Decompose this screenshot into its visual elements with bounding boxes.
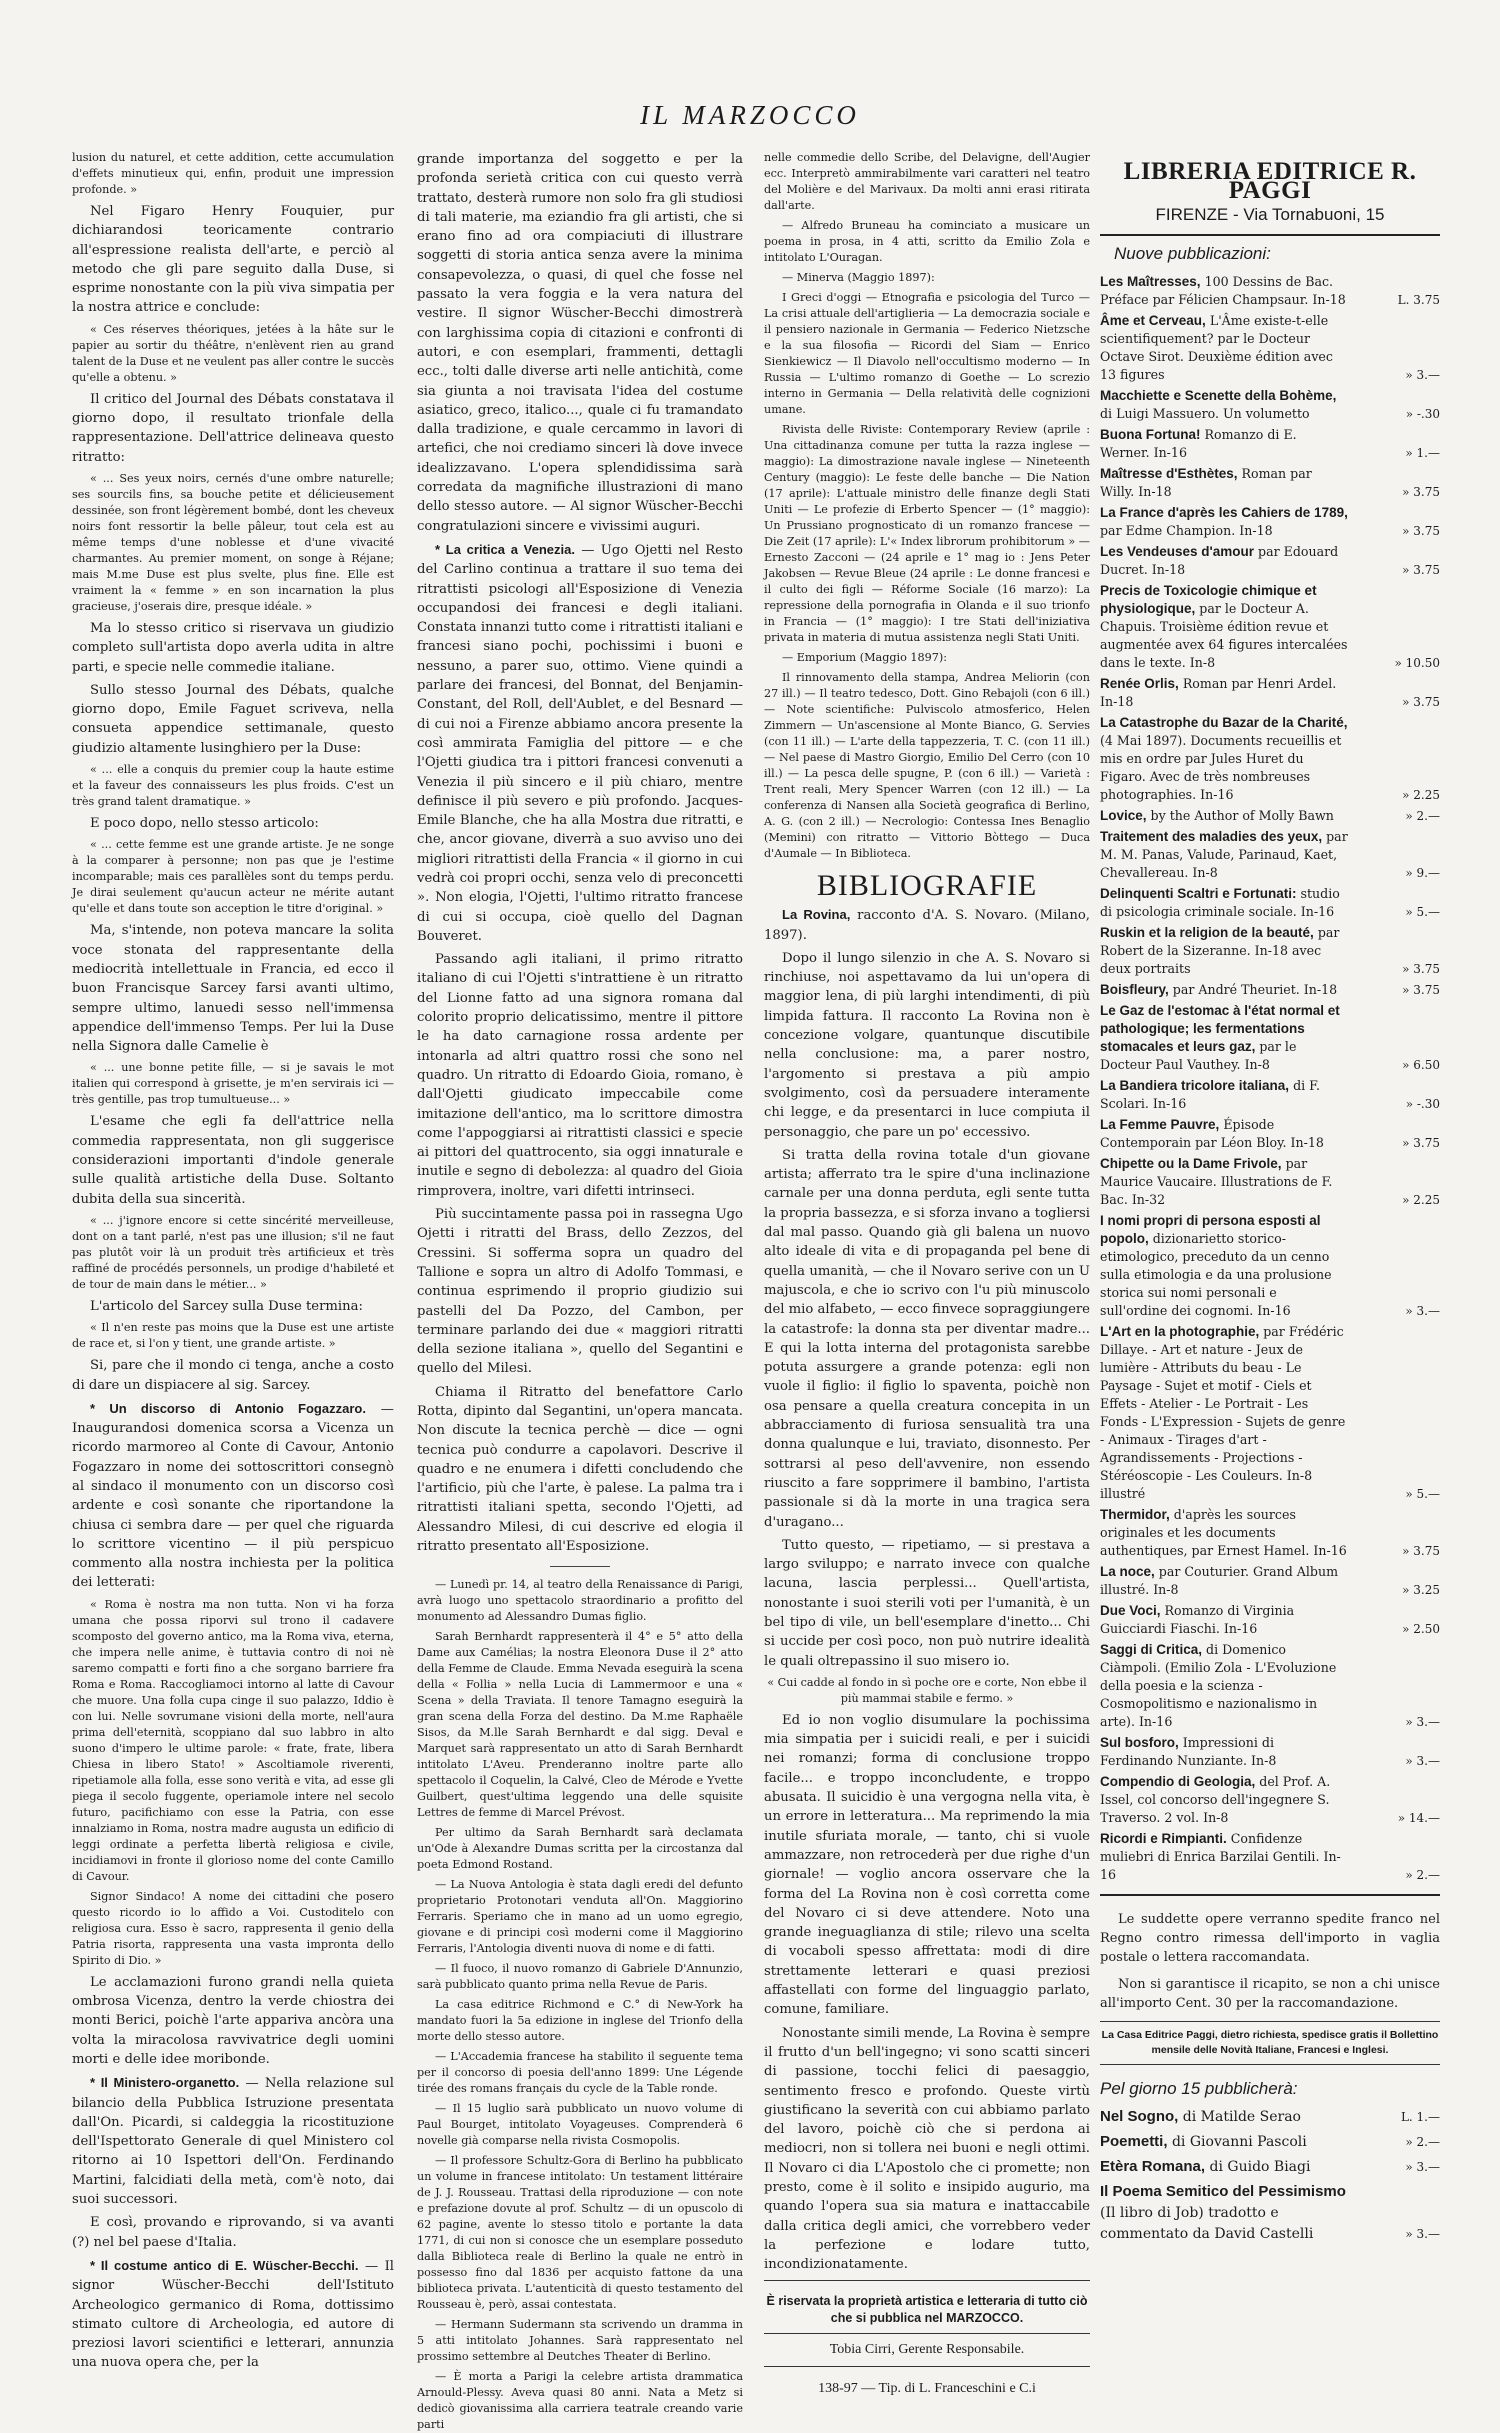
book-title: Renée Orlis, [1100, 676, 1179, 692]
copyright-notice: È riservata la proprietà artistica e letteraria di tutto ciò che si pubblica nel MARZOCCO. [766, 2294, 1088, 2326]
paragraph: Ma, s'intende, non poteva mancare la solita voce stonata del rappresentante della mediocrità intellettuale in Francia, ed ecco il buon Francisque Sarcey farsi avanti ultimo, sempre ultimo, lanuedi sesso nell'immensa appendice dell'immenso Temps. Per lui la Duse nella Signora dalle Camelie è [72, 923, 394, 1055]
paragraph: L'esame che egli fa dell'attrice nella commedia rappresentata, non gli suggerisce considerazioni importanti d'indole generale sulle qualità artistiche della Duse. Soltanto dubita della sua sincerità. [72, 1114, 394, 1207]
book-title: Il Poema Semitico del Pessimismo [1100, 2183, 1346, 2201]
book-entry [1100, 1602, 1440, 1638]
book-price: » 14.— [1397, 1811, 1440, 1826]
book-entry [1100, 1155, 1440, 1209]
book-price: » 9.— [1405, 866, 1440, 881]
book-description: Romanzo di E. Werner. In-16 [1100, 427, 1297, 461]
book-price: » 3.75 [1402, 962, 1440, 977]
book-price: » 10.50 [1394, 656, 1440, 671]
book-entry [1100, 2106, 1440, 2128]
divider [1100, 2064, 1440, 2065]
news-item: — Emporium (Maggio 1897): [782, 651, 947, 664]
book-title: Macchiette e Scenette della Bohème, [1100, 388, 1337, 404]
book-entry [1100, 2156, 1440, 2178]
divider [1100, 234, 1440, 236]
book-price: » 2.— [1405, 2135, 1440, 2150]
book-entry [1100, 1506, 1440, 1560]
book-price: » 3.75 [1402, 983, 1440, 998]
book-entry [1100, 1773, 1440, 1827]
book-entry [1100, 1212, 1440, 1320]
paragraph: Dopo il lungo silenzio in che A. S. Novaro si rinchiuse, noi aspettavamo da lui un'opera di maggior lena, di più larghi intendimenti, di più limpida fattura. Il racconto La Rovina non è concezione volgare, quantunque discutibile nella conclusione: ma, a parer nostro, l'argomento si prestava a più ampio svolgimento, così da persuadere interamente chi legge, e da presentarci in luce compiuta il personaggio, che pare un po' eccessivo. [764, 950, 1090, 1140]
book-price: » 6.50 [1402, 1058, 1440, 1073]
paragraph-text: — Il signor Wüscher-Becchi dell'Istituto Archeologico germanico di Roma, dottissimo stimato cultore di Archeologia, ed autore di preziosi lavori scientifici e letterari, annunzia una nuova opera che, per la [72, 2258, 394, 2371]
book-title: Maîtresse d'Esthètes, [1100, 466, 1238, 482]
news-item: Rivista delle Riviste: Contemporary Review (aprile : Una cittadinanza comune per tutta la razza inglese — maggio): La dimostrazione navale inglese — Nineteenth Century (maggio): Le feste delle banche — Die Nation (17 aprile): L'attuale ministro delle finanze degli Stati Uniti — Le profezie di Erberto Spencer — (1° maggio): Un Prussiano prognosticato di un romanzo francese — Die Zeit (17 aprile): L'« Index librorum prohibitorum » — Ernesto Zacconi — (24 aprile e 1° mag io : Jens Peter Jakobsen — Revue Bleue (24 aprile : Le donne francesi e il culto dei figli — Réforme Sociale (16 marzo): La repressione della pornografia in Olanda e il suo trionfo in Francia — (1° maggio): I tre Stati dell'iniziativa privata in materia di mutua assistenza negli Stati Uniti. [764, 423, 1090, 644]
news-item: — Il professore Schultz-Gora di Berlino ha pubblicato un volume in francese intitolato: Un testament littéraire de J. J. Rousseau. Trattasi della riproduzione — con note e prefazione dovute al prof. Schultz — di un opuscolo di 62 pagine, avente lo stesso titolo e portante la data 1771, di cui non si conosce che un esemplare posseduto dalla Biblioteca reale di Berlino la quale ne entrò in possesso fino dal 1836 per acquisto fattone da una biblioteca privata. L'autenticità di questo testamento del Rousseau è, però, assai contestata. [417, 2154, 743, 2312]
book-entry [1100, 1641, 1440, 1731]
quote-paragraph: Signor Sindaco! A nome dei cittadini che posero questo ricordo io lo affido a Voi. Custoditelo con religiosa cura. Esso è sacro, rappresenta il genio della Patria risorta, rappresenta una vasta impronta dello Spirito di Dio. » [72, 1889, 394, 1967]
news-item: La casa editrice Richmond e C.° di New-York ha mandato fuori la 5a edizione in inglese del Trionfo della morte dello stesso autore. [417, 1998, 743, 2044]
news-item: I Greci d'oggi — Etnografia e psicologia del Turco — La crisi attuale dell'artiglieria — La democrazia sociale e il pensiero nazionale in Germania — Federico Nietzsche e la sua filosofia — Ricordi del Siam — Enrico Sienkiewicz — Il Diavolo nell'occultismo moderno — In Russia — L'ultimo romanzo di Goethe — Lo screzio interno in Germania — Della relatività delle cognizioni umane. [764, 291, 1090, 416]
paragraph: E poco dopo, nello stesso articolo: [90, 816, 319, 832]
paragraph-text: — Nella relazione sul bilancio della Pubblica Istruzione presentata dall'On. Picardi, si caldeggia la ricostituzione dell'Ispettorato Generale di quel Ministero col ritorno ai 10 Ispettori dell'On. Ferdinando Martini, falcidiati della metà, com'è noto, dai suoi successori. [72, 2076, 394, 2208]
masthead: IL MARZOCCO [640, 100, 860, 130]
news-item: Il rinnovamento della stampa, Andrea Meliorin (con 27 ill.) — Il teatro tedesco, Dott. Gino Rebajoli (con 6 ill.) — Note scientifiche: Pulviscolo atmosferico, Helen Zimmern — Un'ascensione al Monte Bianco, G. Servies (con 11 ill.) — L'arte della tappezzeria, T. C. (con 11 ill.) — Nel paese di Mastro Giorgio, Emilio Del Cerro (con 10 ill.) — La pesca delle spugne, P. (con 6 ill.) — Varietà : Trent reali, Mery Spencer Warren (con 12 ill.) — La conferenza di Nansen alla Società geografica di Berlino, A. G. (con 2 ill.) — Necrologio: Contessa Ines Benaglio (Memini) con ritratto — Vittorio Bòttego — Duca d'Aumale — In Biblioteca. [764, 671, 1090, 860]
bookshop-address: FIRENZE - Via Tornabuoni, 15 [1155, 204, 1385, 224]
book-description: (4 Mai 1897). Documents recueillis et mis en ordre par Jules Huret du Figaro. Avec de très nombreuses photographies. In-16 [1100, 733, 1342, 803]
book-description: par Edme Champion. In-18 [1100, 523, 1273, 539]
forthcoming-list [1100, 2106, 1440, 2245]
paragraph-text: — Inaugurandosi domenica scorsa a Vicenza un ricordo marmoreo al Conte di Cavour, Antonio Fogazzaro in nome dei sottoscrittori consegnò al sindaco il monumento con un discorso così ardente e così sonante che riportandone la chiusa ci sembra dare — per quel che riguarda lo scrittore vicentino — il più perspicuo commento alla nostra inchiesta per la politica dei letterati: [72, 1401, 394, 1591]
news-item: nelle commedie dello Scribe, del Delavigne, dell'Augier ecc. Interpretò ammirabilmente vari caratteri nel teatro del Molière e del Marivaux. Da molti anni erasi ritirata dall'arte. [764, 151, 1090, 212]
news-item: — L'Accademia francese ha stabilito il seguente tema per il concorso di poesia dell'anno 1899: Une Légende tirée des romans français du cycle de la Table ronde. [417, 2050, 743, 2096]
book-title: Boisfleury, [1100, 982, 1169, 998]
paragraph: Ma lo stesso critico si riservava un giudizio completo sull'artista dopo averla udita in altre parti, e specie nelle commedie italiane. [72, 620, 394, 675]
book-title: Sul bosforo, [1100, 1735, 1179, 1751]
paragraph: Passando agli italiani, il primo ritratto italiano di cui l'Ojetti s'intrattiene è un ritratto del Lionne fatto ad una signora romana dal colorito proprio delicatissimo, mentre il pittore le ha dato carnagione rossa ardente per intonarla ad altri quattro rossi che sono nel quadro. Un ritratto di Edoardo Gioia, romano, è dall'Ojetti giudicato impeccabile come imitazione dell'antico, ma lo scrittore dimostra come l'appoggiarsi ai ritrattisti classici e specie ai pittori del quattrocento, sia oggi innaturale e inutile e segno di debolezza: al quadro del Gioia rimprovera, inoltre, vari difetti intrinseci. [417, 952, 743, 1199]
book-title: Le Gaz de l'estomac à l'état normal et pathologique; les fermentations stomacales et leurs gaz, [1100, 1003, 1340, 1055]
paragraph: E così, provando e riprovando, si va avanti (?) nel bel paese d'Italia. [72, 2215, 394, 2250]
book-price: » 2.25 [1402, 1193, 1440, 1208]
book-title: Saggi di Critica, [1100, 1642, 1203, 1658]
book-title: Chipette ou la Dame Frivole, [1100, 1156, 1282, 1172]
book-entry [1100, 2181, 1440, 2245]
book-title: Precis de Toxicologie chimique et physiologique, [1100, 583, 1317, 617]
book-description: di Guido Biagi [1209, 2159, 1311, 2176]
book-title: Etèra Romana, [1100, 2158, 1206, 2176]
book-description: par Edouard Ducret. In-18 [1100, 544, 1339, 578]
shipping-notice: Le suddette opere verranno spedite franco nel Regno contro rimessa dell'importo in vaglia postale o lettera raccomandata. [1100, 1912, 1440, 1966]
book-description: studio di psicologia criminale sociale. In-16 [1100, 886, 1340, 920]
paragraph-text: racconto d'A. S. Novaro. (Milano, 1897). [764, 908, 1090, 943]
printer-credit: 138-97 — Tip. di L. Franceschini e C.i [818, 2380, 1036, 2396]
paragraph-text: — Ugo Ojetti nel Resto del Carlino continua a trattare il suo tema dei ritrattisti psicologi all'Esposizione di Venezia occupandosi dei francesi e degli italiani. Constata innanzi tutto come i ritrattisti italiani e francesi siano pochi, pochissimi i buoni e nessuno, a parer suo, ottimo. Viene quindi a parlare dei francesi, del Bonnat, del Benjamin-Constant, del Roll, dell'Aublet, e del Besnard — di cui noi a Firenze abbiamo ancora presente la così ammirata Famiglia del pittore — e che l'Ojetti giudica tra i pittori francesi convenuti a Venezia il più sincero e il più chiaro, mentre definisce il più severo e più profondo. Jacques-Emile Blanche, che ha alla Mostra due ritratti, e che, ancor giovane, diverrà a suo avviso uno dei migliori ritrattisti della Francia « il giorno in cui vedrà coi propri occhi, senza velo di preconcetti ». Non elogia, l'Ojetti, l'ultimo ritratto francese di cui si occupa, cioè quello del Dagnan Bouveret. [417, 542, 743, 944]
book-price: » 3.— [1405, 2160, 1440, 2175]
paragraph: Tutto questo, — ripetiamo, — si prestava a largo sviluppo; e narrato invece con qualche lacuna, lascia perplessi... Quell'artista, nonostante i suoi sterili voti per l'umanità, è un bel tipo di vile, un bell'esemplare d'inetto... Chi si uccide per così poco, non può nutrire idealità le quali oltrepassino il suo misero io. [764, 1537, 1090, 1669]
book-title: L'Art en la photographie, [1100, 1324, 1260, 1340]
book-title: Due Voci, [1100, 1603, 1161, 1619]
book-description: by the Author of Molly Bawn [1150, 808, 1334, 824]
section-heading: * Il Ministero-organetto. [90, 2075, 240, 2091]
book-description: Épisode Contemporain par Léon Bloy. In-18 [1100, 1117, 1324, 1151]
book-description: di Luigi Massuero. Un volumetto [1100, 406, 1310, 422]
book-title: La Bandiera tricolore italiana, [1100, 1078, 1290, 1094]
book-description: di Matilde Serao [1182, 2109, 1301, 2126]
book-description: (Il libro di Job) tradotto e commentato da David Castelli [1100, 2205, 1314, 2243]
divider [550, 1566, 610, 1567]
news-item: — Lunedì pr. 14, al teatro della Renaissance di Parigi, avrà luogo uno spettacolo straordinario a profitto del monumento ad Alessandro Dumas figlio. [417, 1578, 743, 1624]
book-price: » 3.— [1405, 1304, 1440, 1319]
divider [1100, 2021, 1440, 2022]
section-heading: * La critica a Venezia. [435, 541, 575, 557]
book-entry [1100, 1734, 1440, 1770]
book-price: L. 1.— [1400, 2110, 1440, 2125]
book-title: Les Vendeuses d'amour [1100, 544, 1255, 560]
news-item: — Il fuoco, il nuovo romanzo di Gabriele D'Annunzio, sarà pubblicato quanto prima nella Revue de Paris. [417, 1962, 743, 1992]
book-description: Romanzo di Virginia Guicciardi Fiaschi. In-16 [1100, 1603, 1295, 1637]
quote-paragraph: « Ces réserves théoriques, jetées à la hâte sur le papier au sortir du théâtre, n'enlèvent rien au grand talent de la Duse et ne veulent pas aller contre le succès qu'elle a obtenu. » [72, 322, 394, 384]
book-price: » 3.75 [1402, 1544, 1440, 1559]
book-price: » 3.75 [1402, 524, 1440, 539]
book-entry [1100, 981, 1440, 999]
paragraph [72, 2073, 394, 2209]
book-entry [1100, 807, 1440, 825]
book-description: di F. Scolari. In-16 [1100, 1078, 1320, 1112]
book-title: Thermidor, [1100, 1507, 1170, 1523]
book-entry [1100, 1563, 1440, 1599]
book-entry [1100, 1323, 1440, 1503]
quote-paragraph: lusion du naturel, et cette addition, cette accumulation d'effets minutieux qui, enfin, produit une impression profonde. » [72, 151, 394, 196]
book-title: La noce, [1100, 1564, 1155, 1580]
book-title: Poemetti, [1100, 2133, 1168, 2151]
book-price: » 3.75 [1402, 563, 1440, 578]
quote-paragraph: « ... Ses yeux noirs, cernés d'une ombre naturelle; ses sourcils fins, sa bouche petite et délicieusement dessinée, son front légèrement bombé, dont les cheveux noirs font ressortir la belle pâleur, tout cela est au même temps d'une noblesse et d'une vivacité charmantes. Au premier moment, on songe à Réjane; mais M.me Duse est plus svelte, plus fine. Elle est vraiment la « femme » en son incarnation la plus gracieuse, j'oserais dire, presque idéale. » [72, 471, 394, 613]
section-heading: * Un discorso di Antonio Fogazzaro. [90, 1400, 366, 1416]
paragraph: Si, pare che il mondo ci tenga, anche a costo di dare un dispiacere al sig. Sarcey. [72, 1358, 394, 1393]
book-entry [1100, 924, 1440, 978]
book-entry [1100, 675, 1440, 711]
book-title: La Femme Pauvre, [1100, 1117, 1220, 1133]
book-description: 100 Dessins de Bac. Préface par Félicien Champsaur. In-18 [1100, 274, 1346, 308]
book-price: » 3.— [1405, 2227, 1440, 2242]
book-price: » 2.— [1405, 1868, 1440, 1883]
book-price: L. 3.75 [1397, 293, 1440, 308]
paragraph [72, 2256, 394, 2373]
paragraph: Il critico del Journal des Débats constatava il giorno dopo, il resultato trionfale della rappresentazione. Dell'attrice delineava questo ritratto: [72, 391, 394, 465]
book-description: d'après les sources originales et les documents authentiques, par Ernest Hamel. In-16 [1100, 1507, 1347, 1559]
quote-paragraph: « Il n'en reste pas moins que la Duse est une artiste de race et, si l'on y tient, une grande artiste. » [72, 1321, 394, 1351]
book-description: par Maurice Vaucaire. Illustrations de F. Bac. In-32 [1100, 1156, 1333, 1208]
paragraph: Ed io non voglio disumulare la pochissima mia simpatia per i suicidi reali, e per i suicidi nei romanzi; forma di conclusione troppo facile... e troppo inconcludente, e troppo abusata. Il suicidio è una vergogna nella vita, è un errore in letteratura... Ma reprimendo la mia inutile sfuriata morale, — tanto, chi si vuole ammazzare, non retrocederà per due righe d'un giornale! — voglio ancora osservare che la forma del La Rovina non è così corretta come del Novaro ci si deve attendere. Noto una grande ineguaglianza di stile; rilevo una scelta di vocaboli spesso affrettata: modi di dire strettamente letterari e quasi preziosi affastellati con forme del linguaggio parlato, comune, familiare. [764, 1712, 1090, 2018]
book-price: » 3.— [1405, 368, 1440, 383]
news-item: — La Nuova Antologia è stata dagli eredi del defunto proprietario Protonotari venduta all'On. Maggiorino Ferraris. Speriamo che in mano ad un uomo egregio, giovane e di principi così moderni come il Maggiorino Ferraris, l'Antologia diventi nuova di nome e di fatti. [417, 1878, 743, 1956]
book-description: par Couturier. Grand Album illustré. In-8 [1100, 1564, 1339, 1598]
book-description: Confidenze muliebri di Enrica Barzilai Gentili. In-16 [1100, 1831, 1341, 1883]
book-price: » 3.75 [1402, 1136, 1440, 1151]
divider [764, 2366, 1090, 2367]
book-title: La France d'après les Cahiers de 1789, [1100, 505, 1348, 521]
book-entry [1100, 828, 1440, 882]
book-description: Roman par Willy. In-18 [1100, 466, 1312, 500]
book-entry [1100, 1077, 1440, 1113]
book-description: Roman par Henri Ardel. In-18 [1100, 676, 1337, 710]
book-title: La Rovina, [782, 907, 851, 923]
book-description: par André Theuriet. In-18 [1172, 982, 1338, 998]
book-list [1100, 273, 1440, 1884]
book-entry [1100, 504, 1440, 540]
book-description: dizionarietto storico-etimologico, preceduto da un cenno sulla etimologia e da una prolusione storica sui nomi personali e sull'ordine dei cognomi. In-16 [1100, 1231, 1332, 1319]
paragraph: Chiama il Ritratto del benefattore Carlo Rotta, dipinto dal Segantini, un'opera mancata. Non discute la tecnica perchè — dice — ogni tecnica può condurre a capolavori. Descrive il quadro e ne enumera i difetti concludendo che l'artificio, più che l'arte, è palese. La palma tra i ritrattisti italiani spetta, secondo l'Ojetti, ad Alessandro Milesi, di cui descrive ed elogia il ritratto presentato all'Esposizione. [417, 1384, 743, 1555]
editor-credit: Tobia Cirri, Gerente Responsabile. [829, 2342, 1025, 2358]
book-title: Les Maîtresses, [1100, 274, 1201, 290]
book-title: I nomi propri di persona esposti al popolo, [1100, 1213, 1321, 1247]
book-price: » 3.25 [1402, 1583, 1440, 1598]
news-item: — Alfredo Bruneau ha cominciato a musicare un poema in prosa, in 4 atti, scritto da Emilio Zola e intitolato L'Ouragan. [764, 219, 1090, 264]
book-description: Impressioni di Ferdinando Nunziante. In-8 [1100, 1735, 1277, 1769]
book-title: Ruskin et la religion de la beauté, [1100, 925, 1314, 941]
paragraph: grande importanza del soggetto e per la profonda serietà critica con cui questo verrà trattato, desterà rumore non solo fra gli studiosi di tali materie, ma eziandio fra gli artisti, che si erano fino ad ora compiaciuti di illustrare soggetti di storia antica senza avere la minima consapevolezza, o quasi, di quel che fosse nel passato la vera foggia e la vera natura del vestire. Il signor Wüscher-Becchi dimostrerà con larghissima copia di citazioni e confronti di autori, e con esemplari, frammenti, dettagli ecc., tolti dalle diverse arti nelle antichità, come sia giunta a noi travisata l'idea del costume asiatico, greco, italico..., quale ci fu tramandato dalla tradizione, e quale cercammo in lavori di artefici, che noi crediamo sinceri là dove invece idealizzavano. L'opera splendidissima sarà corredata da magnifiche illustrazioni di mano dello stesso autore. — Al signor Wüscher-Becchi congratulazioni sincere e vivissimi auguri. [417, 152, 743, 534]
paragraph [417, 540, 743, 946]
paragraph: Nel Figaro Henry Fouquier, pur dichiarandosi teoricamente contrario all'espressione realista dell'arte, e perciò al metodo che gli pare seguito dalla Duse, si esprime nonostante con la più viva simpatia per la nostra attrice e conclude: [72, 204, 394, 316]
book-title: Nel Sogno, [1100, 2108, 1179, 2126]
quote-paragraph: « ... cette femme est une grande artiste. Je ne songe à la comparer à personne; non pas que je l'estime incomparable; mais ces parallèles sont du temps perdu. Je dirai seulement qu'aucun acteur ne mérite autant qu'elle et dans toute son acception le titre d'original. » [72, 838, 394, 916]
paragraph: Le acclamazioni furono grandi nella quieta ombrosa Vicenza, dentro la verde chiostra dei monti Berici, poichè l'arte appariva ancòra una volta la miracolosa ravvivatrice degli uomini morti e delle idee moribonde. [72, 1974, 394, 2067]
bookshop-advertisement [1100, 150, 1440, 2243]
paragraph: Più succintamente passa poi in rassegna Ugo Ojetti i ritratti del Brass, dello Zezzos, del Cressini. Si sofferma sopra un quadro del Tallione e sopra un altro di Adolfo Tommasi, e continua esprimendo il proprio giudizio sui pastelli del Da Pozzo, del Cambon, per terminare parlando dei due « maggiori ritratti della sezione italiana », quello del Segantini e quello del Milesi. [417, 1207, 743, 1377]
book-price: » 2.25 [1402, 788, 1440, 803]
news-item: Sarah Bernhardt rappresenterà il 4° e 5° atto della Dame aux Camélias; la nostra Eleonora Duse il 2° atto della Femme de Claude. Emma Nevada eseguirà la scena della « Follia » nella Lucia di Lammermoor e una « Scena » della Traviata. Il tenore Tamagno eseguirà la gran scena della Forza del destino. Da M.me Raphaële Sisos, da M.lle Sarah Bernhardt e dal sigg. Deval e Marquet sarà rappresentato un atto di Sarah Bernhardt intitolato L'Aveu. Prenderanno inoltre parte allo spettacolo il Coquelin, la Calvé, Cleo de Mérode e Yvette Guilbert, quest'ultima leggendo una delle squisite Lettres de femme di Marcel Prévost. [417, 1630, 743, 1820]
forthcoming-title: Pel giorno 15 pubblicherà: [1100, 2079, 1298, 2099]
book-entry [1100, 312, 1440, 384]
divider [764, 2280, 1090, 2281]
section-heading: * Il costume antico di E. Wüscher-Becchi. [90, 2257, 359, 2273]
book-entry [1100, 2131, 1440, 2153]
book-price: » 3.75 [1402, 485, 1440, 500]
book-entry [1100, 1830, 1440, 1884]
shipping-notice: Non si garantisce il ricapito, se non a chi unisce all'importo Cent. 30 per la raccomandazione. [1100, 1977, 1440, 2012]
book-entry [1100, 885, 1440, 921]
paragraph: Sullo stesso Journal des Débats, qualche giorno dopo, Emile Faguet scriveva, nella consueta appendice settimanale, questo giudizio altamente lusinghiero per la Duse: [72, 682, 394, 756]
book-price: » 5.— [1405, 905, 1440, 920]
book-entry [1100, 387, 1440, 423]
book-entry [1100, 1116, 1440, 1152]
book-title: Traitement des maladies des yeux, [1100, 829, 1323, 845]
quote-paragraph: « ... elle a conquis du premier coup la haute estime et la faveur des connaisseurs les plus froids. C'est un très grand talent dramatique. » [72, 763, 394, 809]
section-title: Nuove pubblicazioni: [1114, 243, 1271, 263]
book-entry [1100, 465, 1440, 501]
book-description: del Prof. A. Issel, col concorso dell'ingegnere S. Traverso. 2 vol. In-8 [1100, 1774, 1331, 1826]
book-title: Lovice, [1100, 808, 1147, 824]
book-entry [1100, 426, 1440, 462]
column-1 [72, 150, 394, 2371]
book-entry [1100, 543, 1440, 579]
book-price: » 3.75 [1402, 695, 1440, 710]
bookshop-title: LIBRERIA EDITRICE R. PAGGI [1123, 158, 1417, 205]
quote-paragraph: « ... une bonne petite fille, — si je savais le mot italien qui correspond à grisette, je m'en servirais ici — très gentille, pas trop tumultueuse... » [72, 1061, 394, 1107]
divider [764, 2333, 1090, 2334]
news-item: — Minerva (Maggio 1897): [782, 271, 935, 284]
book-description: L'Âme existe-t-elle scientifiquement? par le Docteur Octave Sirot. Deuxième édition avec 13 figures [1100, 313, 1333, 383]
book-price: » -.30 [1405, 407, 1440, 422]
book-title: Ricordi e Rimpianti. [1100, 1831, 1227, 1847]
verse-quote: « Cui cadde al fondo in sì poche ore e corte, Non ebbe il più mammai stabile e fermo. » [767, 1675, 1087, 1705]
book-description: di Giovanni Pascoli [1171, 2134, 1307, 2151]
book-title: La Catastrophe du Bazar de la Charité, [1100, 715, 1348, 731]
book-entry [1100, 273, 1440, 309]
paragraph: Nonostante simili mende, La Rovina è sempre il frutto d'un bell'ingegno; vi sono scatti sinceri di passione, tocchi felici di paesaggio, sentimento fresco e profondo. Queste virtù giustificano la severità con cui abbiamo parlato del lavoro, poichè ciò che si perdona ai mediocri, non si tollera nei buoni e negli ottimi. Il Novaro ci dia L'Apostolo che ci promette; non presto, come è il solito e insipido augurio, ma quando l'opera sua sia matura e inattaccabile dalla critica degli amici, che vorrebbero veder la perfezione e lodare tutto, incondizionatamente. [764, 2025, 1090, 2273]
book-entry [1100, 714, 1440, 804]
bibliography-heading: BIBLIOGRAFIE [816, 869, 1038, 902]
book-description: par M. M. Panas, Valude, Parinaud, Kaet, Chevallereau. In-8 [1100, 829, 1348, 881]
book-description: par le Docteur A. Chapuis. Troisième édition revue et augmentée avex 64 figures intercalées dans le texte. In-8 [1100, 601, 1348, 671]
book-title: Buona Fortuna! [1100, 427, 1201, 443]
book-title: Âme et Cerveau, [1100, 313, 1206, 329]
book-price: » 1.— [1405, 446, 1440, 461]
column-2 [417, 150, 743, 2432]
paragraph [72, 1399, 394, 1593]
book-description: par le Docteur Paul Vauthey. In-8 [1100, 1039, 1297, 1073]
book-entry [1100, 582, 1440, 672]
news-item: Per ultimo da Sarah Bernhardt sarà declamata un'Ode à Alexandre Dumas scritta per la circostanza dal poeta Edmond Rostand. [417, 1826, 743, 1872]
divider [1100, 1894, 1440, 1896]
book-price: » 3.— [1405, 1754, 1440, 1769]
book-price: » 2.— [1405, 809, 1440, 824]
book-title: Delinquenti Scaltri e Fortunati: [1100, 886, 1297, 902]
paragraph: Si tratta della rovina totale d'un giovane artista; afferrato tra le spire d'una inclinazione carnale per una donna perduta, egli sente tutta la propria bassezza, e si sforza invano a togliersi dal mal passo. Quando già gli balena un nuovo alto ideale di vita e di propaganda pel bene di quella umanità, — che il Novaro serive con un U majuscola, e che io scrivo con l'u più minuscolo del mio alfabeto, — ecco finvece sopraggiungere la catastrofe: la donna sta per diventar madre... E qui la lotta interna del protagonista sarebbe potuta assurgere a grande potenza: egli non vuole il figlio: il figlio lo spaventa, poichè non osa pensare a quella creatura concepita in un abbracciamento di furiosa sensualità tra una donna qualunque e lui, traviato, disonnesto. Per sottrarsi al peso dell'avvenire, non essendo riuscito a fare sopprimere il bambino, l'artista passionale si dà la morte in una tragica sera d'uragano... [764, 1147, 1090, 1530]
quote-paragraph: « Roma è nostra ma non tutta. Non vi ha forza umana che possa riporvi sul trono il cadavere scomposto del governo antico, ma la Roma viva, eterna, che impera nelle anime, è tuttavia contro di noi nè saremo compatti e forti fino a che sorgano barriere fra Roma e Roma. Raccogliamoci intorno al latte di Cavour che muore. Una folla cupa cinge il suo palazzo, Iddio è con lui. Nelle sovrumane visioni della morte, nell'aura prima dell'eternità, scoppiano dal suo labbro in alto suono d'impero le ultime parole: « frate, frate, libera Chiesa in libero Stato! » Ascoltiamole riverenti, ripetiamole alla folla, esse sono verità e vita, ad esse gli piega il secolo fuggente, operiamole intere nel secolo futuro, pacifichiamo con esse la Patria, con esse innalziamo in Roma, nostra madre augusta un edificio di leggi ordinate a perfetta libertà religiosa e civile, incidiamovi in fronte il glorioso nome del conte Camillo di Cavour. [72, 1597, 394, 1883]
book-price: » 5.— [1405, 1487, 1440, 1502]
book-price: » 3.— [1405, 1715, 1440, 1730]
book-description: par Robert de la Sizeranne. In-18 avec deux portraits [1100, 925, 1340, 977]
news-item: — È morta a Parigi la celebre artista drammatica Arnould-Plessy. Aveva quasi 80 anni. Nata a Metz si dedicò giovanissima alla carriera teatrale creando varie parti [417, 2370, 743, 2432]
book-description: di Domenico Ciàmpoli. (Emilio Zola - L'Evoluzione della poesia e la scienza - Cosmopolitismo e nazionalismo in arte). In-16 [1100, 1642, 1337, 1730]
book-price: » -.30 [1405, 1097, 1440, 1112]
paragraph [764, 905, 1090, 945]
book-title: Compendio di Geologia, [1100, 1774, 1256, 1790]
book-entry [1100, 1002, 1440, 1074]
news-item: — Hermann Sudermann sta scrivendo un dramma in 5 atti intitolato Johannes. Sarà rappresentato nel prossimo settembre al Deutches Theater di Berlino. [417, 2318, 743, 2364]
catalogue-notice: La Casa Editrice Paggi, dietro richiesta, spedisce gratis il Bollettino mensile delle Novità Italiane, Francesi e Inglesi. [1101, 2029, 1439, 2057]
column-3 [764, 150, 1090, 2396]
paragraph: L'articolo del Sarcey sulla Duse termina: [90, 1298, 363, 1314]
book-description: par Frédéric Dillaye. - Art et nature - Jeux de lumière - Attributs du beau - Le Paysage - Sujet et motif - Ciels et Effets - Atelier - Le Portrait - Les Fonds - L'Expression - Sujets de genre - Animaux - Tirages d'art - Agrandissements - Projections - Stéréoscopie - Les Couleurs. In-8 illustré [1100, 1324, 1346, 1502]
news-item: — Il 15 luglio sarà pubblicato un nuovo volume di Paul Bourget, intitolato Voyageuses. Comprenderà 6 novelle già comparse nella rivista Cosmopolis. [417, 2102, 743, 2148]
quote-paragraph: « ... j'ignore encore si cette sincérité merveilleuse, dont on a tant parlé, n'est pas une illusion; s'il ne faut pas plutôt voir là un produit très artificieux et très raffiné de procédés personnels, un prodige d'habileté et de tour de main dans le métier... » [72, 1213, 394, 1291]
book-price: » 2.50 [1402, 1622, 1440, 1637]
